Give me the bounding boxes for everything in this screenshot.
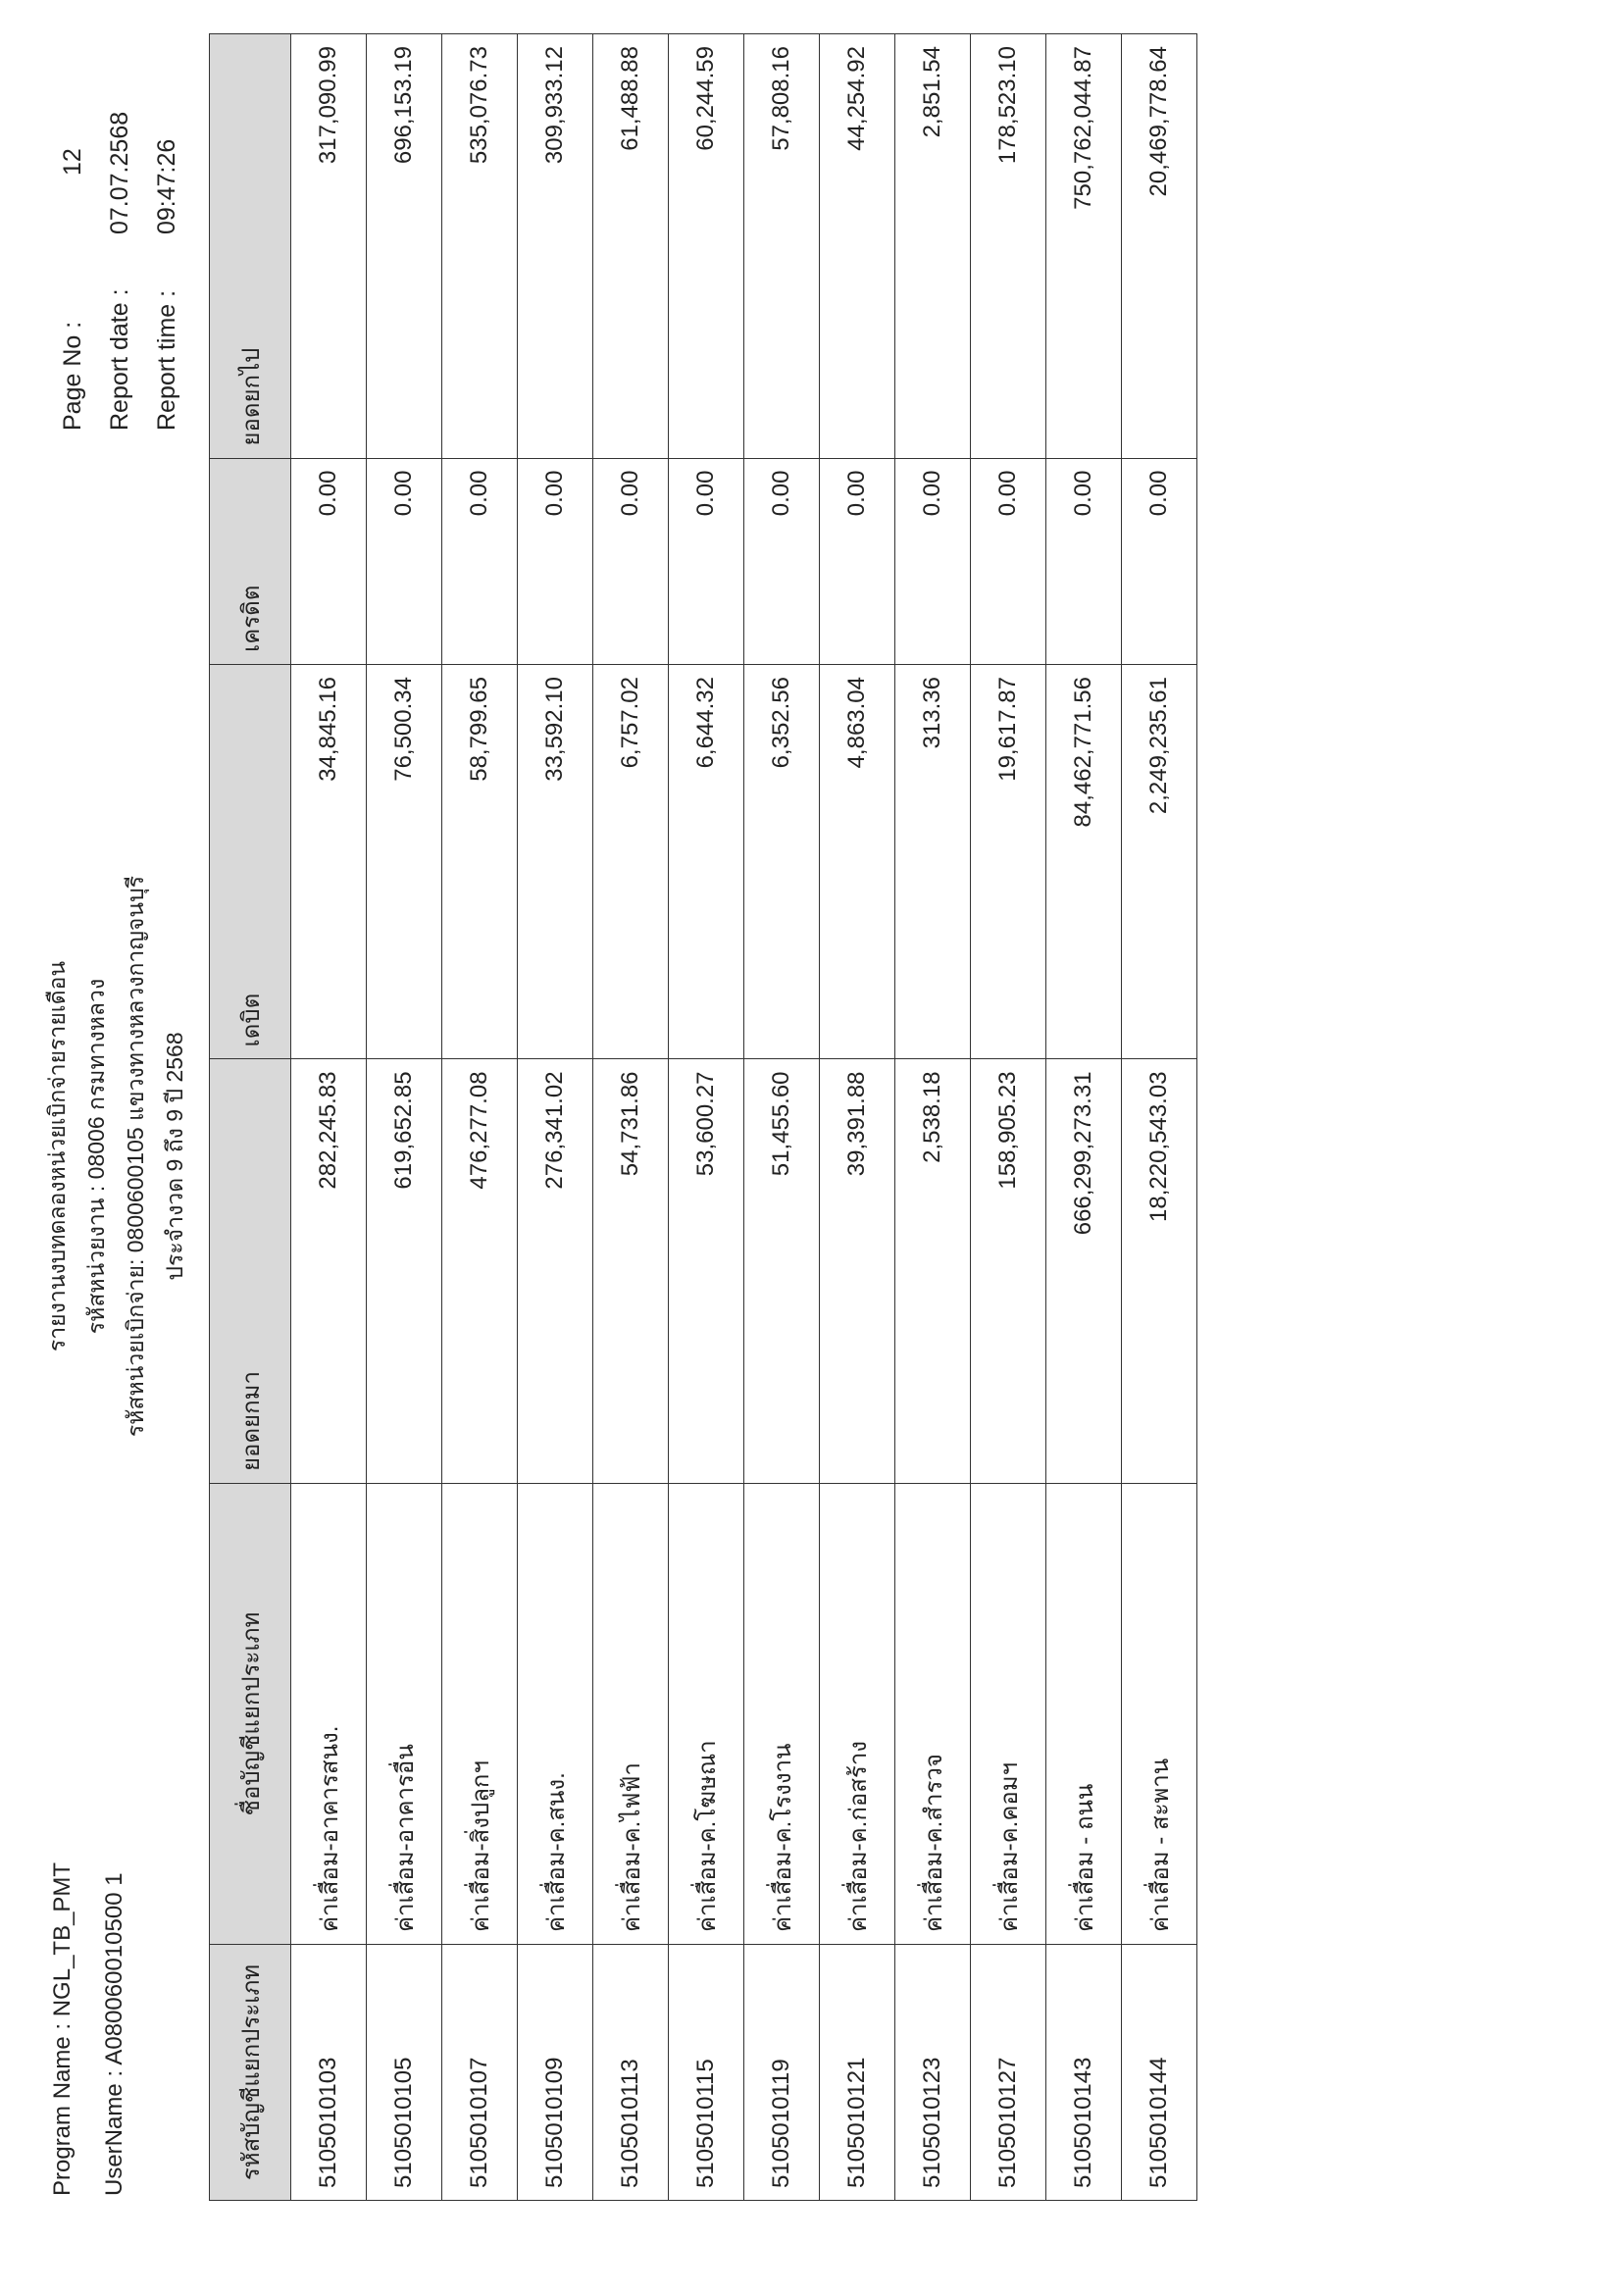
- account-name: ค่าเสื่อม-ค.ก่อสร้าง: [820, 1484, 895, 1945]
- period-line: ประจำงวด 9 ถึง 9 ปี 2568: [162, 1032, 187, 1281]
- debit-amount: 6,644.32: [669, 665, 744, 1059]
- account-code: 5105010121: [820, 1945, 895, 2201]
- account-code: 5105010113: [593, 1945, 669, 2201]
- account-code: 5105010143: [1046, 1945, 1122, 2201]
- opening-balance: 51,455.60: [744, 1059, 820, 1484]
- closing-balance: 61,488.88: [593, 34, 669, 459]
- closing-balance: 20,469,778.64: [1122, 34, 1197, 459]
- opening-balance: 476,277.08: [442, 1059, 518, 1484]
- report-meta: [49, 111, 190, 431]
- table-row: [442, 34, 518, 2201]
- opening-balance: 18,220,543.03: [1122, 1059, 1197, 1484]
- account-code: 5105010127: [971, 1945, 1046, 2201]
- credit-amount: 0.00: [669, 458, 744, 664]
- page-no-label: Page No :: [59, 321, 86, 431]
- user-name: UserName : A080060010500 1: [101, 1872, 127, 2196]
- account-name: ค่าเสื่อม-อาคารสนง.: [291, 1484, 367, 1945]
- disbursing-unit-line: รหัสหน่วยเบิกจ่าย: 0800600105 แขวงทางหลวงกาญจนบุรี: [123, 875, 148, 1438]
- credit-amount: 0.00: [1046, 458, 1122, 664]
- report-time-label: Report time :: [153, 289, 180, 431]
- debit-amount: 4,863.04: [820, 665, 895, 1059]
- table-header-row: [210, 34, 291, 2201]
- report-title-block: [37, 568, 194, 1745]
- closing-balance: 44,254.92: [820, 34, 895, 459]
- header-code: รหัสบัญชีแยกประเภท: [210, 1945, 291, 2201]
- header-closing: ยอดยกไป: [210, 34, 291, 459]
- header-credit: เครดิต: [210, 458, 291, 664]
- closing-balance: 750,762,044.87: [1046, 34, 1122, 459]
- debit-amount: 84,462,771.56: [1046, 665, 1122, 1059]
- debit-amount: 58,799.65: [442, 665, 518, 1059]
- account-name: ค่าเสื่อม-ค.โรงงาน: [744, 1484, 820, 1945]
- credit-amount: 0.00: [518, 458, 593, 664]
- account-code: 5105010105: [367, 1945, 442, 2201]
- account-code: 5105010119: [744, 1945, 820, 2201]
- account-name: ค่าเสื่อม-ค.คอมฯ: [971, 1484, 1046, 1945]
- report-date-label: Report date :: [106, 288, 133, 431]
- credit-amount: 0.00: [895, 458, 971, 664]
- opening-balance: 53,600.27: [669, 1059, 744, 1484]
- account-name: ค่าเสื่อม - ถนน: [1046, 1484, 1122, 1945]
- credit-amount: 0.00: [971, 458, 1046, 664]
- table-row: [895, 34, 971, 2201]
- header-debit: เดบิต: [210, 665, 291, 1059]
- credit-amount: 0.00: [442, 458, 518, 664]
- opening-balance: 158,905.23: [971, 1059, 1046, 1484]
- table-row: [1046, 34, 1122, 2201]
- account-name: ค่าเสื่อม-ค.โฆษณา: [669, 1484, 744, 1945]
- closing-balance: 696,153.19: [367, 34, 442, 459]
- table-row: [744, 34, 820, 2201]
- credit-amount: 0.00: [820, 458, 895, 664]
- opening-balance: 2,538.18: [895, 1059, 971, 1484]
- debit-amount: 313.36: [895, 665, 971, 1059]
- credit-amount: 0.00: [744, 458, 820, 664]
- account-code: 5105010144: [1122, 1945, 1197, 2201]
- table-row: [367, 34, 442, 2201]
- table-row: [669, 34, 744, 2201]
- report-date-row: [96, 111, 143, 431]
- account-code: 5105010103: [291, 1945, 367, 2201]
- table-row: [291, 34, 367, 2201]
- opening-balance: 666,299,273.31: [1046, 1059, 1122, 1484]
- debit-amount: 33,592.10: [518, 665, 593, 1059]
- table-row: [971, 34, 1046, 2201]
- account-name: ค่าเสื่อม-ค.สำรวจ: [895, 1484, 971, 1945]
- header-name: ชื่อบัญชีแยกประเภท: [210, 1484, 291, 1945]
- report-date: 07.07.2568: [106, 111, 133, 234]
- page-no: 12: [59, 148, 86, 176]
- closing-balance: 60,244.59: [669, 34, 744, 459]
- account-code: 5105010109: [518, 1945, 593, 2201]
- credit-amount: 0.00: [1122, 458, 1197, 664]
- opening-balance: 54,731.86: [593, 1059, 669, 1484]
- account-code: 5105010115: [669, 1945, 744, 2201]
- debit-amount: 19,617.87: [971, 665, 1046, 1059]
- closing-balance: 317,090.99: [291, 34, 367, 459]
- report-title: รายงานงบทดลองหน่วยเบิกจ่ายรายเดือน: [44, 960, 70, 1352]
- closing-balance: 2,851.54: [895, 34, 971, 459]
- trial-balance-table: [209, 33, 1197, 2201]
- opening-balance: 276,341.02: [518, 1059, 593, 1484]
- account-name: ค่าเสื่อม - สะพาน: [1122, 1484, 1197, 1945]
- account-name: ค่าเสื่อม-สิ่งปลูกฯ: [442, 1484, 518, 1945]
- table-row: [1122, 34, 1197, 2201]
- page-no-row: [49, 117, 96, 431]
- closing-balance: 57,808.16: [744, 34, 820, 459]
- program-name: Program Name : NGL_TB_PMT: [49, 1861, 76, 2196]
- table-row: [593, 34, 669, 2201]
- closing-balance: 535,076.73: [442, 34, 518, 459]
- credit-amount: 0.00: [291, 458, 367, 664]
- opening-balance: 619,652.85: [367, 1059, 442, 1484]
- account-name: ค่าเสื่อม-ค.ไฟฟ้า: [593, 1484, 669, 1945]
- account-code: 5105010107: [442, 1945, 518, 2201]
- credit-amount: 0.00: [593, 458, 669, 664]
- report-time: 09:47:26: [153, 138, 180, 234]
- account-code: 5105010123: [895, 1945, 971, 2201]
- debit-amount: 6,757.02: [593, 665, 669, 1059]
- closing-balance: 178,523.10: [971, 34, 1046, 459]
- report-time-row: [143, 117, 190, 431]
- debit-amount: 34,845.16: [291, 665, 367, 1059]
- opening-balance: 39,391.88: [820, 1059, 895, 1484]
- credit-amount: 0.00: [367, 458, 442, 664]
- header-opening: ยอดยกมา: [210, 1059, 291, 1484]
- debit-amount: 2,249,235.61: [1122, 665, 1197, 1059]
- closing-balance: 309,933.12: [518, 34, 593, 459]
- agency-line: รหัสหน่วยงาน : 08006 กรมทางหลวง: [83, 978, 109, 1335]
- opening-balance: 282,245.83: [291, 1059, 367, 1484]
- debit-amount: 6,352.56: [744, 665, 820, 1059]
- table-row: [820, 34, 895, 2201]
- account-name: ค่าเสื่อม-ค.สนง.: [518, 1484, 593, 1945]
- debit-amount: 76,500.34: [367, 665, 442, 1059]
- account-name: ค่าเสื่อม-อาคารอื่น: [367, 1484, 442, 1945]
- table-row: [518, 34, 593, 2201]
